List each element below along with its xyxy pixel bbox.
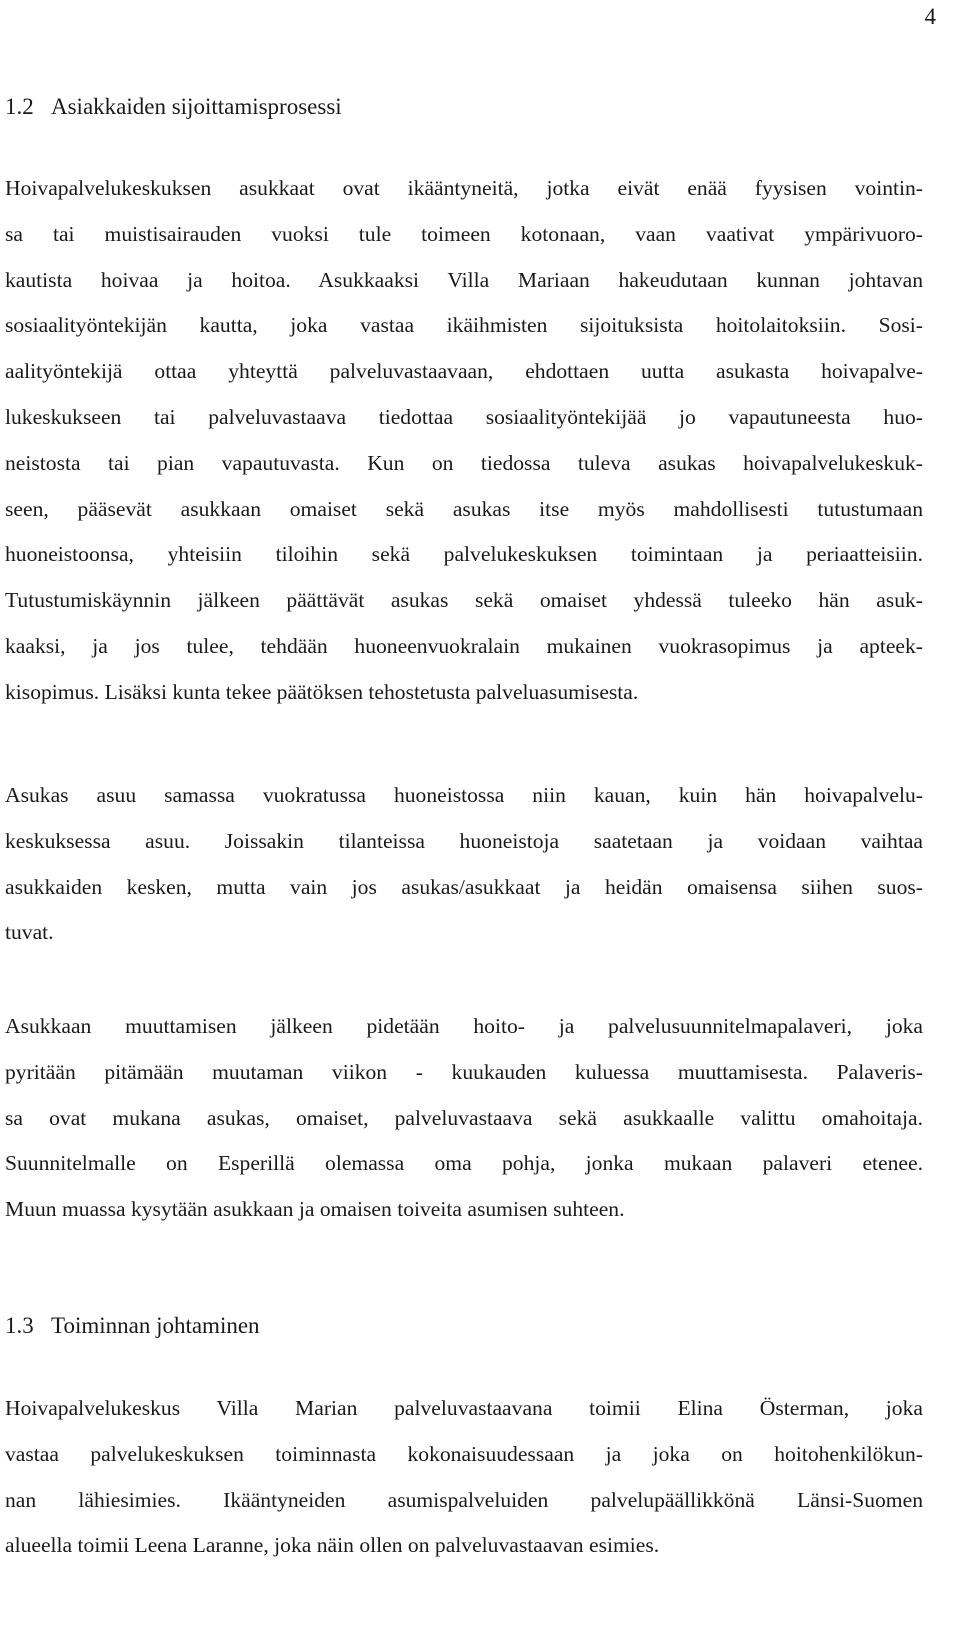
text-line: keskuksessa asuu. Joissakin tilanteissa huoneistoja saatetaan ja voidaan vaihtaa [5,828,923,853]
text-line: Tutustumiskäynnin jälkeen päättävät asukas sekä omaiset yhdessä tuleeko hän asuk- [5,588,923,613]
text-line: huoneistoonsa, yhteisiin tiloihin sekä palvelukeskuksen toimintaan ja periaatteisiin. [5,542,923,567]
text-line: asukkaiden kesken, mutta vain jos asukas/asukkaat ja heidän omaisensa siihen suos- [5,874,923,899]
section-number: 1.3 [5,1313,34,1338]
text-line: nan lähiesimies. Ikääntyneiden asumispalveluiden palvelupäällikkönä Länsi-Suomen [5,1487,923,1512]
text-line: lukeskukseen tai palveluvastaava tiedottaa sosiaalityöntekijää jo vapautuneesta huo- [5,404,923,429]
text-line: sosiaalityöntekijän kautta, joka vastaa ikäihmisten sijoituksista hoitolaitoksiin. Sosi- [5,313,923,338]
text-line: vastaa palvelukeskuksen toiminnasta kokonaisuudessaan ja joka on hoitohenkilökun- [5,1441,923,1466]
paragraph [5,166,923,716]
section-number: 1.2 [5,94,34,119]
text-line: aalityöntekijä ottaa yhteyttä palveluvastaavaan, ehdottaen uutta asukasta hoivapalve- [5,359,923,384]
section-title: Asiakkaiden sijoittamisprosessi [51,94,342,119]
text-line: seen, pääsevät asukkaan omaiset sekä asukas itse myös mahdollisesti tutustumaan [5,496,923,521]
text-line: Muun muassa kysytään asukkaan ja omaisen toiveita asumisen suhteen. [5,1197,625,1222]
section-title: Toiminnan johtaminen [51,1313,260,1338]
text-line: sa ovat mukana asukas, omaiset, palveluvastaava sekä asukkaalle valittu omahoitaja. [5,1105,923,1130]
section-heading-1-3 [5,1311,260,1341]
text-line: Asukkaan muuttamisen jälkeen pidetään hoito- ja palvelusuunnitelmapalaveri, joka [5,1014,923,1038]
text-line: kautista hoivaa ja hoitoa. Asukkaaksi Villa Mariaan hakeudutaan kunnan johtavan [5,267,923,292]
text-line: Suunnitelmalle on Esperillä olemassa oma pohja, jonka mukaan palaveri etenee. [5,1151,923,1176]
paragraph [5,1386,923,1569]
page-number: 4 [924,4,936,29]
text-line: alueella toimii Leena Laranne, joka näin ollen on palveluvastaavan esimies. [5,1533,660,1558]
paragraph [5,773,923,956]
text-line: Asukas asuu samassa vuokratussa huoneistossa niin kauan, kuin hän hoivapalvelu- [5,783,923,807]
paragraph [5,1004,923,1233]
text-line: kisopimus. Lisäksi kunta tekee päätöksen tehostetusta palveluasumisesta. [5,679,639,704]
text-line: sa tai muistisairauden vuoksi tule toimeen kotonaan, vaan vaativat ympärivuoro- [5,221,923,246]
text-line: kaaksi, ja jos tulee, tehdään huoneenvuokralain mukainen vuokrasopimus ja apteek- [5,633,923,658]
text-line: tuvat. [5,920,54,945]
text-line: Hoivapalvelukeskus Villa Marian palveluvastaavana toimii Elina Österman, joka [5,1396,923,1420]
text-line: Hoivapalvelukeskuksen asukkaat ovat ikääntyneitä, jotka eivät enää fyysisen vointin- [5,176,923,200]
text-line: pyritään pitämään muutaman viikon - kuukauden kuluessa muuttamisesta. Palaveris- [5,1059,923,1084]
section-heading-1-2 [5,92,342,122]
text-line: neistosta tai pian vapautuvasta. Kun on tiedossa tuleva asukas hoivapalvelukeskuk- [5,450,923,475]
